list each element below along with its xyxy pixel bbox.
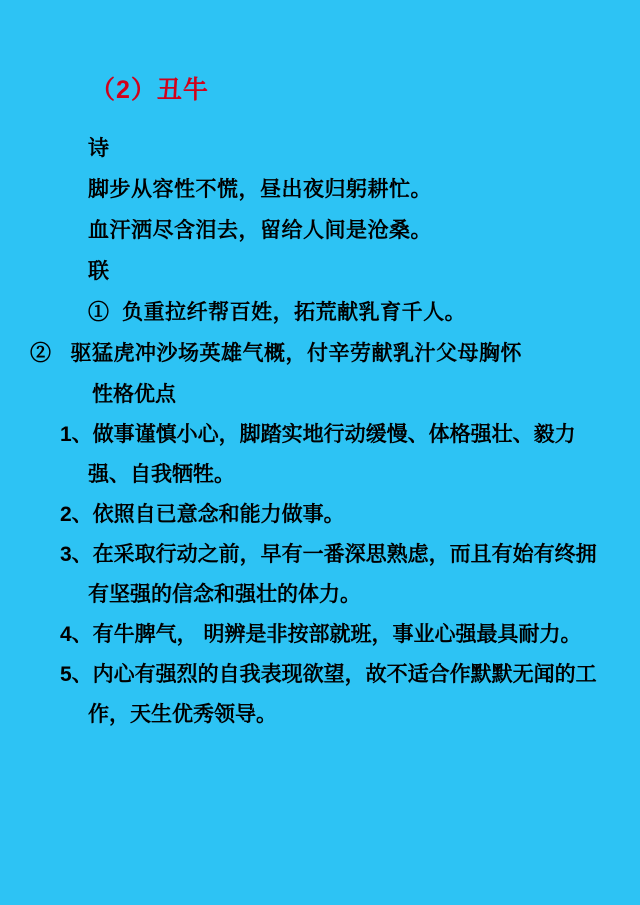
poem-line-2: 血汗洒尽含泪去，留给人间是沧桑。	[88, 219, 432, 242]
couplet-line-2: ② 驱猛虎冲沙场英雄气概，付辛劳献乳汁父母胸怀	[30, 342, 523, 365]
couplet-line-1: ① 负重拉纤帮百姓，拓荒献乳育千人。	[88, 301, 467, 324]
trait-item-3: 3、在采取行动之前，早有一番深思熟虑，而且有始有终拥有坚强的信念和强壮的体力。	[60, 543, 597, 606]
trait-item-2: 2、依照自已意念和能力做事。	[60, 503, 345, 526]
traits-heading: 性格优点	[92, 383, 176, 406]
poem-line-1: 脚步从容性不慌，昼出夜归躬耕忙。	[88, 178, 432, 201]
trait-item-4: 4、有牛脾气， 明辨是非按部就班，事业心强最具耐力。	[60, 623, 582, 646]
trait-item-1: 1、做事谨慎小心，脚踏实地行动缓慢、体格强壮、毅力强、自我牺牲。	[60, 423, 576, 486]
trait-item-5: 5、内心有强烈的自我表现欲望，故不适合作默默无闻的工作，天生优秀领导。	[60, 663, 597, 726]
section-heading-couplet: 联	[88, 260, 110, 283]
page-title: （2）丑牛	[90, 76, 209, 104]
section-heading-poem: 诗	[88, 137, 110, 160]
